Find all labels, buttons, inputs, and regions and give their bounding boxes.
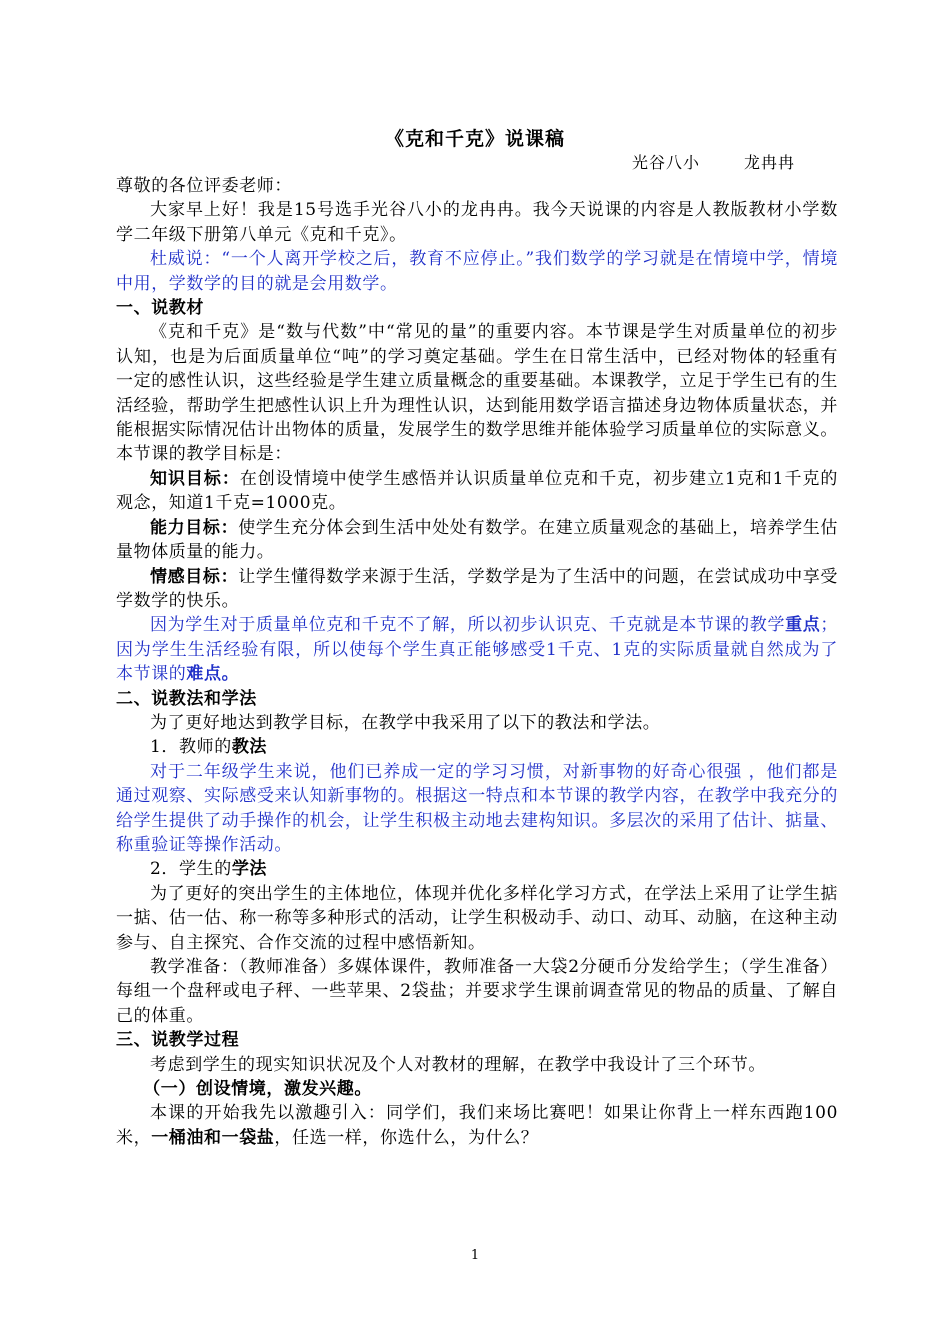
learning-method-prefix: 2．学生的 — [150, 859, 232, 880]
goal-emotion — [116, 565, 838, 614]
goal-knowledge-label: 知识目标： — [150, 468, 240, 489]
goal-ability-text: 使学生充分体会到生活中处处有数学。在建立质量观念的基础上，培养学生估量物体质量的能力。 — [116, 517, 839, 563]
teaching-method-bold: 教法 — [231, 737, 268, 758]
step-one-text-c: ，任选一样，你选什么，为什么？ — [274, 1127, 539, 1148]
greeting: 尊敬的各位评委老师： — [116, 176, 292, 196]
teaching-method-heading — [116, 735, 838, 759]
difficulty-emphasis: 难点。 — [186, 664, 240, 685]
author-name: 龙冉冉 — [744, 153, 796, 172]
step-one-heading: （一）创设情境，激发兴趣。 — [143, 1079, 372, 1100]
teaching-method-paragraph: 对于二年级学生来说，他们已养成一定的学习习惯，对新事物的好奇心很强 ，他们都是通过观察、实际感受来认知新事物的。根据这一特点和本节课的教学内容，在教学中我充分的给学生提供了动手操作的机会，让学生积极主动地去建构知识。多层次的采用了估计、掂量、称重验证等操作活动。 — [116, 761, 838, 855]
preparation-paragraph: 教学准备：（教师准备）多媒体课件，教师准备一大袋2分硬币分发给学生；（学生准备）每组一个盘秤或电子秤、一些苹果、2袋盐；并要求学生课前调查常见的物品的质量、了解自己的体重。 — [116, 957, 838, 1026]
step-one-text-a: 本课的开始我先以激趣引入：同学们，我们来场比赛吧！如果让你背上一样东西跑100米， — [116, 1103, 838, 1148]
goal-emotion-text: 让学生懂得数学来源于生活，学数学是为了生活中的问题，在尝试成功中享受学数学的快乐。 — [116, 566, 839, 611]
goal-ability — [116, 516, 838, 565]
learning-method-heading — [116, 857, 838, 881]
goal-knowledge-text: 在创设情境中使学生感悟并认识质量单位克和千克，初步建立1克和1千克的观念，知道1千克=1000克。 — [116, 468, 839, 514]
page-number: 1 — [470, 1248, 480, 1263]
keypoint-text-c: ；因为学生生活经验有限，所以使每个学生真正能够感受1千克、1克的实际质量就自然成为了本节课的 — [116, 615, 838, 685]
learning-method-paragraph: 为了更好的突出学生的主体地位，体现并优化多样化学习方式，在学法上采用了让学生掂一掂、估一估、称一称等多种形式的活动，让学生积极动手、动口、动耳、动脑，在这种主动参与、自主探究、合作交流的过程中感悟新知。 — [116, 883, 838, 953]
goal-emotion-label: 情感目标： — [150, 566, 239, 587]
textbook-paragraph: 《克和千克》是“数与代数”中“常见的量”的重要内容。本节课是学生对质量单位的初步认知，也是为后面质量单位“吨”的学习奠定基础。学生在日常生活中，已经对物体的轻重有一定的感性认识，这些经验是学生建立质量概念的重要基础。本课教学，立足于学生已有的生活经验，帮助学生把感性认识上升为理性认识，达到能用数学语言描述身边物体质量状态，并能根据实际情况估计出物体的质量，发展学生的数学思维并能体验学习质量单位的实际意义。本节课的教学目标是： — [116, 322, 838, 465]
process-intro: 考虑到学生的现实知识状况及个人对教材的理解，在教学中我设计了三个环节。 — [150, 1054, 766, 1075]
methods-intro: 为了更好地达到教学目标，在教学中我采用了以下的教法和学法。 — [150, 712, 661, 733]
keypoint-paragraph — [116, 613, 838, 686]
document-title: 《克和千克》说课稿 — [384, 128, 565, 150]
quote-paragraph: 杜威说：“一个人离开学校之后，教育不应停止。”我们数学的学习就是在情境中学，情境中用，学数学的目的就是会用数学。 — [116, 249, 838, 294]
section-heading-methods: 二、说教法和学法 — [116, 688, 257, 709]
author-line — [632, 150, 795, 173]
keypoint-text-a: 因为学生对于质量单位克和千克不了解，所以初步认识克、千克就是本节课的教学 — [150, 615, 786, 636]
step-one-paragraph — [116, 1101, 838, 1150]
keypoint-emphasis: 重点 — [785, 615, 821, 636]
intro-paragraph: 大家早上好！我是15号选手光谷八小的龙冉冉。我今天说课的内容是人教版教材小学数学二年级下册第八单元《克和千克》。 — [116, 200, 838, 245]
section-heading-process: 三、说教学过程 — [116, 1030, 240, 1051]
section-heading-textbook: 一、说教材 — [116, 298, 204, 319]
goal-knowledge — [116, 467, 838, 516]
document-body — [116, 174, 838, 1150]
teaching-method-prefix: 1．教师的 — [150, 737, 232, 758]
author-school: 光谷八小 — [632, 153, 701, 172]
goal-ability-label: 能力目标： — [150, 517, 239, 538]
step-one-emphasis: 一桶油和一袋盐 — [151, 1127, 275, 1148]
learning-method-bold: 学法 — [231, 859, 268, 880]
